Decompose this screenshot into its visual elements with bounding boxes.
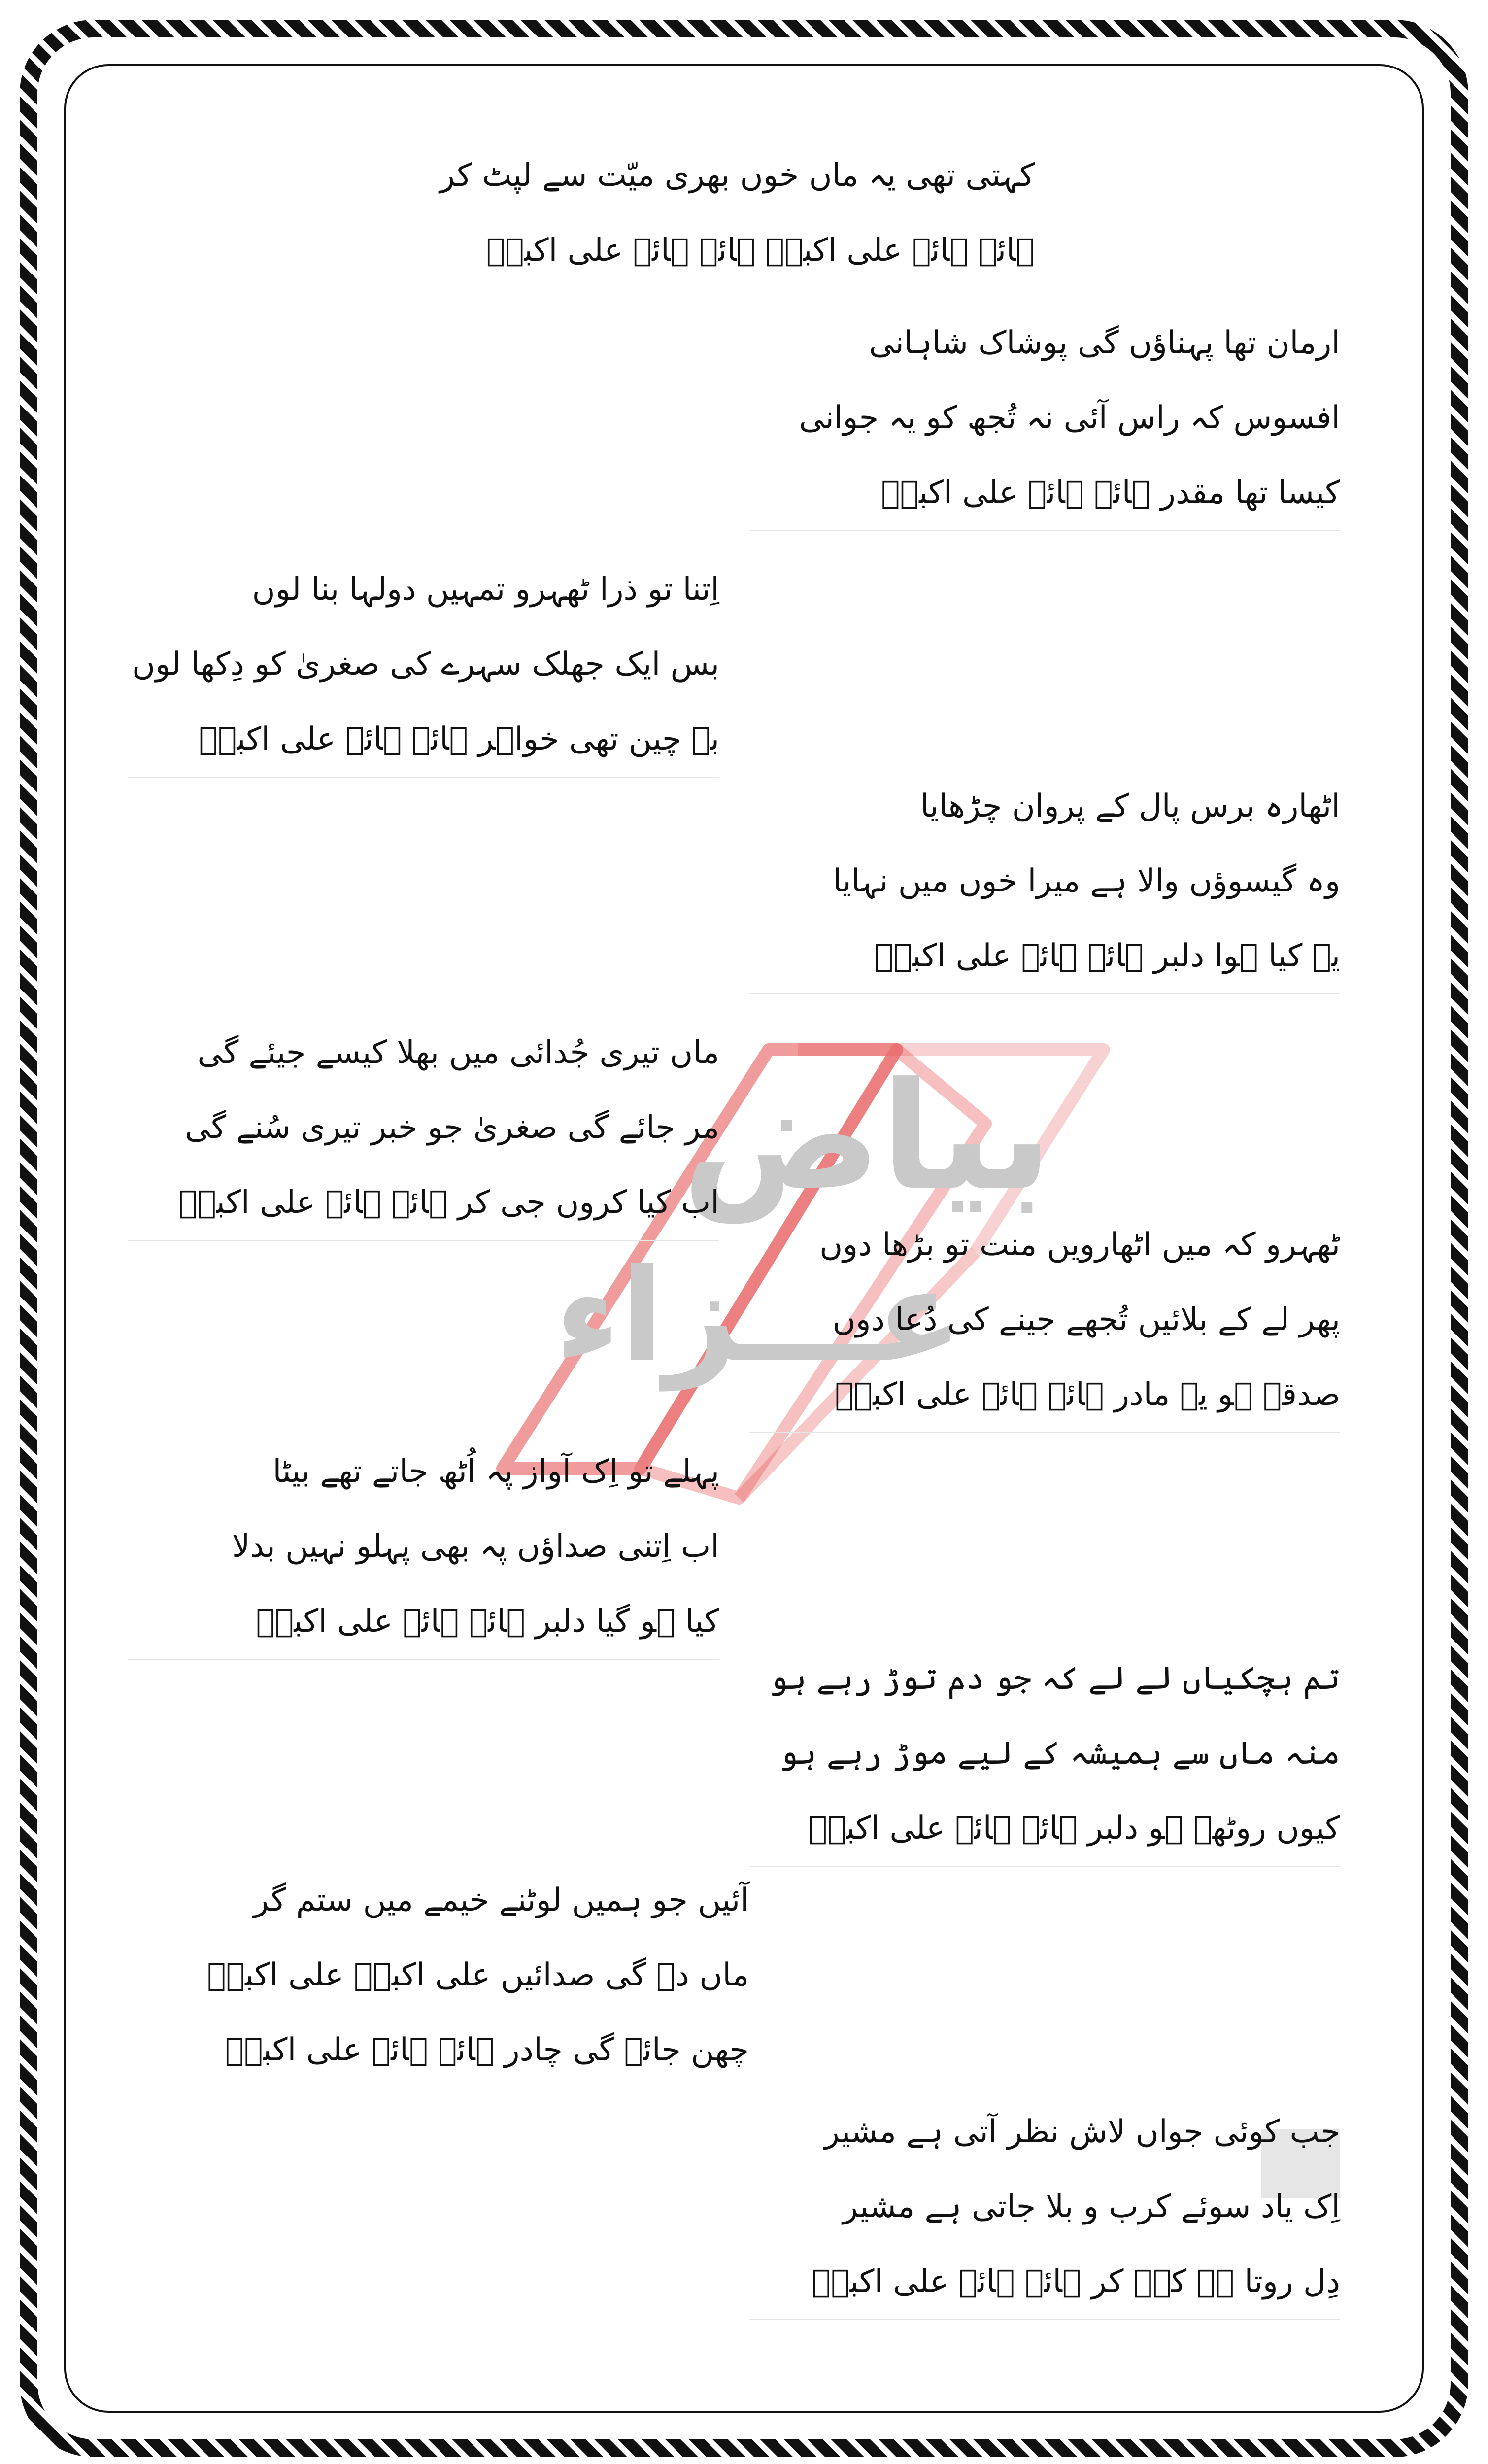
stanza-line: دِل روتا ہے کہہ کر ہائے ہائے علی اکبرؑ [749, 2244, 1340, 2320]
watermark-line-1: بیاض [682, 1051, 1052, 1223]
stanza-line: وہ گیسوؤں والا ہے میرا خوں میں نہایا [833, 863, 1340, 899]
stanza-line: صدقے ہو یہ مادر ہائے ہائے علی اکبرؑ [749, 1357, 1340, 1433]
stanza-line: پہلے تو اِک آواز پہ اُٹھ جاتے تھے بیٹا [272, 1453, 719, 1490]
stanza-line: ٹھہرو کہ میں اٹھارویں منت تو بڑھا دوں [819, 1227, 1340, 1263]
stanza-line: بس ایک جھلک سہرے کی صغریٰ کو دِکھا لوں [132, 646, 719, 683]
stanza-line: چھن جائے گی چادر ہائے ہائے علی اکبرؑ [158, 2013, 749, 2088]
stanza-5 [749, 1207, 1340, 1433]
stanza-3 [749, 769, 1340, 994]
stanza-1 [749, 306, 1340, 531]
stanza-line: کیا ہو گیا دلبر ہائے ہائے علی اکبرؑ [128, 1584, 719, 1660]
stanza-9 [749, 2094, 1340, 2320]
watermark-line-2: عـــزاء [555, 1242, 963, 1391]
stanza-2 [128, 552, 719, 778]
stanza-line: بے چین تھی خواہر ہائے ہائے علی اکبرؑ [128, 702, 719, 778]
stanza-line: یہ کیا ہوا دلبر ہائے ہائے علی اکبرؑ [749, 919, 1340, 994]
stanza-8 [158, 1863, 749, 2088]
intro-line: کہتی تھی یہ ماں خوں بھری میّت سے لپٹ کر [440, 157, 1035, 194]
stanza-line: ماں دے گی صدائیں علی اکبرؑ علی اکبرؑ [207, 1957, 749, 1993]
stanza-6 [128, 1434, 719, 1660]
stanza-7 [749, 1641, 1340, 1867]
stanza-line: افسوس کہ راس آئی نہ تُجھ کو یہ جوانی [799, 400, 1340, 436]
stanza-line: اِک یاد سوئے کرب و بلا جاتی ہے مشیر [843, 2189, 1340, 2225]
stanza-line: جب کوئی جواں لاش نظر آتی ہے مشیر [824, 2114, 1340, 2150]
stanza-line: اب کیا کروں جی کر ہائے ہائے علی اکبرؑ [128, 1165, 719, 1241]
stanza-line: مر جائے گی صغریٰ جو خبر تیری سُنے گی [185, 1109, 719, 1146]
stanza-line: تم ہچکیاں لے لے کہ جو دم توڑ رہے ہو [769, 1660, 1340, 1697]
stanza-line: آئیں جو ہمیں لوٹنے خیمے میں ستم گر [253, 1882, 749, 1918]
stanza-4 [128, 1015, 719, 1241]
stanza-line: ماں تیری جُدائی میں بھلا کیسے جیئے گی [197, 1034, 719, 1071]
stanza-line: کیوں روٹھے ہو دلبر ہائے ہائے علی اکبرؑ [749, 1791, 1340, 1867]
stanza-line: اِتنا تو ذرا ٹھہرو تمہیں دولہا بنا لوں [252, 571, 719, 608]
stanza-line: پھر لے کے بلائیں تُجھے جینے کی دُعا دوں [832, 1301, 1340, 1338]
stanza-line: اٹھارہ برس پال کے پروان چڑھایا [920, 788, 1340, 824]
intro-couplet [394, 138, 1035, 288]
stanza-line: ارمان تھا پہناؤں گی پوشاک شاہانی [869, 325, 1340, 361]
stanza-line: منہ ماں سے ہمیشہ کے لیے موڑ رہے ہو [779, 1735, 1340, 1772]
stanza-line: اب اِتنی صداؤں پہ بھی پہلو نہیں بدلا [232, 1528, 719, 1565]
stanza-line: کیسا تھا مقدر ہائے ہائے علی اکبرؑ [749, 455, 1340, 531]
intro-line: ہائے ہائے علی اکبرؑ ہائے ہائے علی اکبرؑ [486, 232, 1035, 269]
